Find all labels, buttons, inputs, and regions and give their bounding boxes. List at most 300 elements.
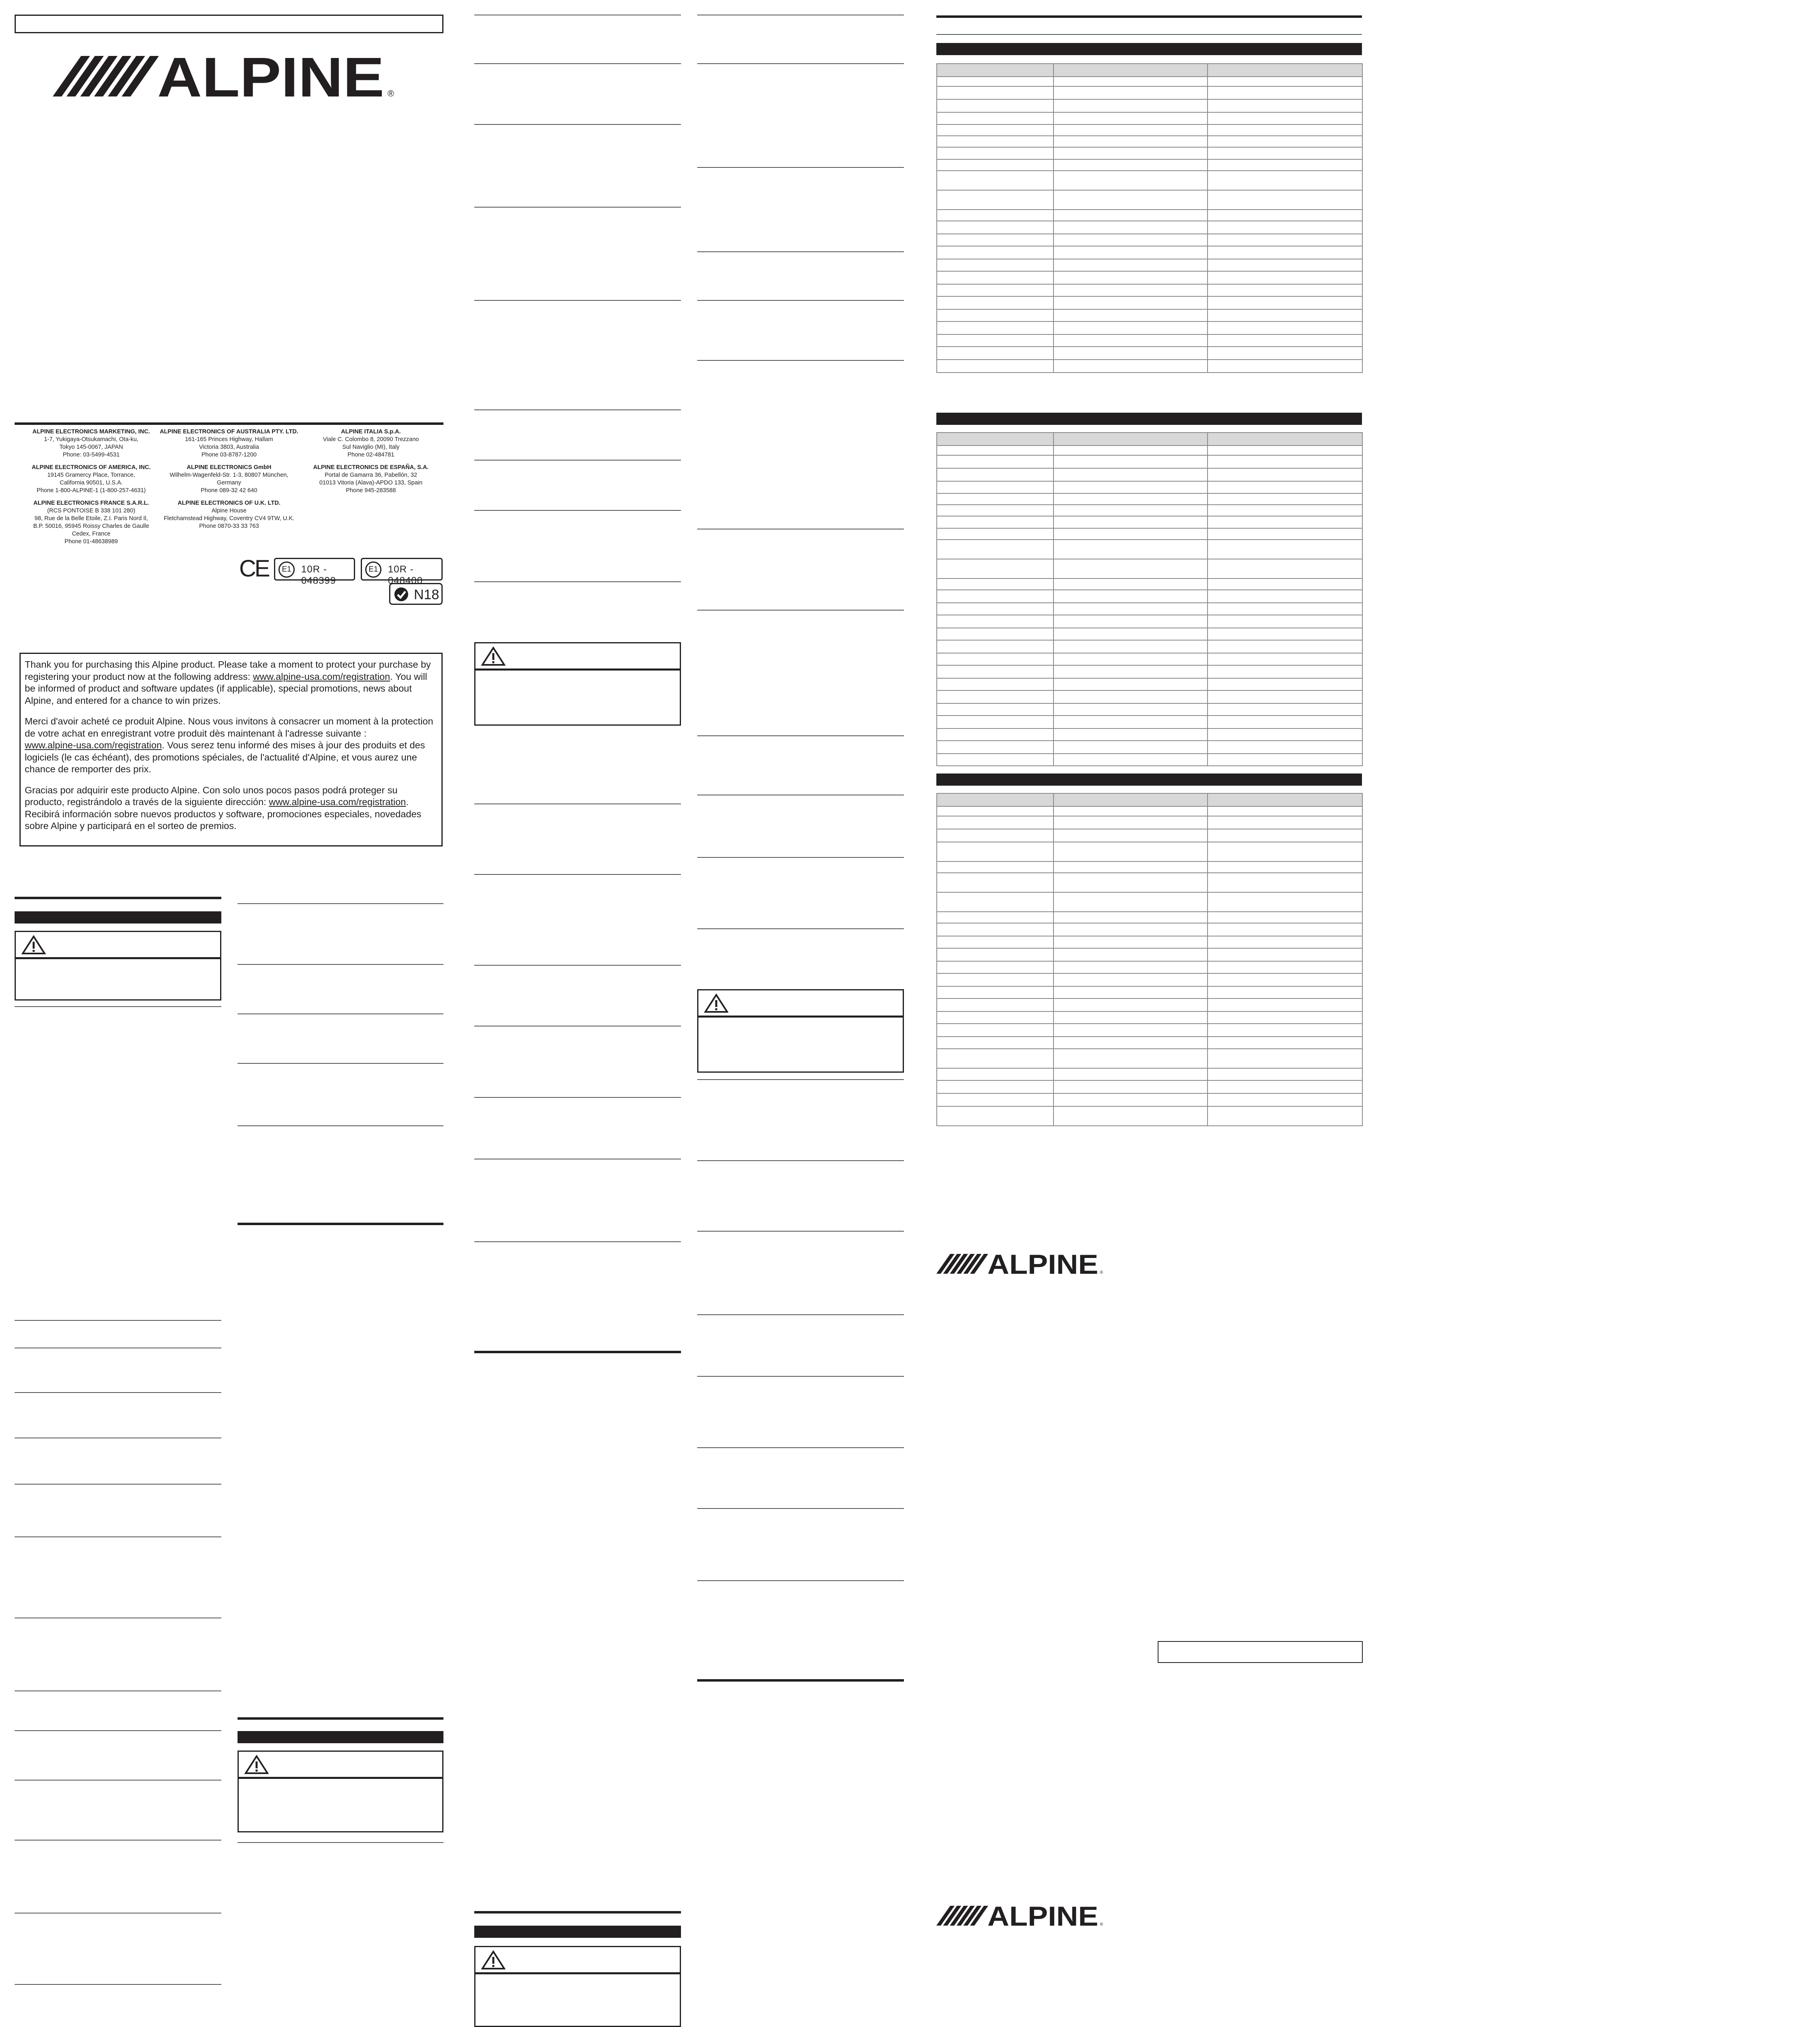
table-cell (1208, 284, 1362, 296)
table-cell (1208, 741, 1362, 754)
divider (697, 1314, 904, 1315)
table-cell (1208, 147, 1362, 159)
table-cell (1053, 628, 1208, 640)
section-rule (474, 1911, 681, 1913)
table-row (937, 590, 1362, 603)
address-lines: Viale C. Colombo 8, 20090 Trezzano Sul Naviglio (MI), Italy Phone 02-484781 (323, 436, 419, 458)
table-row (937, 86, 1362, 99)
table-cell (1053, 653, 1208, 665)
warning-triangle-icon (481, 1950, 505, 1970)
table-cell (1208, 729, 1362, 741)
address-block (158, 428, 300, 459)
table-cell (937, 528, 1053, 540)
table-cell (1208, 516, 1362, 528)
address-name: ALPINE ELECTRONICS GmbH (186, 464, 272, 471)
table-row (937, 446, 1362, 455)
table-cell (937, 754, 1053, 766)
table-cell (1208, 973, 1362, 986)
table-cell (937, 1049, 1053, 1068)
table-cell (937, 493, 1053, 505)
table-row (937, 334, 1362, 347)
registration-link[interactable]: www.alpine-usa.com/registration (253, 671, 390, 682)
table-cell (1208, 296, 1362, 309)
table-row (937, 1068, 1362, 1080)
divider (697, 610, 904, 611)
registration-link[interactable]: www.alpine-usa.com/registration (269, 797, 406, 807)
table-cell (1208, 892, 1362, 912)
divider (238, 1063, 443, 1064)
table-cell (1208, 754, 1362, 766)
table-row (937, 716, 1362, 729)
table-cell (937, 1080, 1053, 1093)
divider (697, 167, 904, 168)
table-cell (1053, 64, 1208, 77)
spec-table (936, 63, 1363, 373)
table-cell (1208, 124, 1362, 136)
section-rule (238, 1717, 443, 1720)
table-heading-bar (936, 413, 1362, 425)
table-row (937, 124, 1362, 136)
table-cell (1208, 234, 1362, 246)
divider (474, 874, 681, 875)
spec-table (936, 432, 1363, 766)
table-row (937, 615, 1362, 628)
divider (474, 300, 681, 301)
registration-link[interactable]: www.alpine-usa.com/registration (25, 740, 162, 750)
table-cell (1053, 1011, 1208, 1024)
table-cell (1208, 190, 1362, 210)
table-cell (1208, 986, 1362, 999)
table-cell (1208, 1068, 1362, 1080)
table-cell (1053, 754, 1208, 766)
table-cell (1208, 159, 1362, 171)
table-cell (1053, 321, 1208, 334)
table-row (937, 347, 1362, 360)
table-cell (937, 961, 1053, 973)
table-cell (937, 559, 1053, 579)
address-lines: 161-165 Princes Highway, Hallam Victoria 3803, Australia Phone 03-8787-1200 (185, 436, 273, 458)
table-cell (937, 816, 1053, 829)
divider (697, 1447, 904, 1448)
table-cell (937, 1024, 1053, 1037)
table-cell (1208, 806, 1362, 816)
table-cell (1053, 309, 1208, 321)
divider (15, 1320, 221, 1321)
section-rule (238, 1223, 443, 1225)
table-cell (1208, 603, 1362, 615)
table-cell (937, 221, 1053, 234)
table-cell (1053, 923, 1208, 936)
table-row (937, 961, 1362, 973)
divider (474, 965, 681, 966)
table-cell (1053, 1049, 1208, 1068)
rcm-mark (389, 583, 443, 605)
table-row (937, 816, 1362, 829)
registration-french: Merci d'avoir acheté ce produit Alpine. Nous vous invitons à consacrer un moment à la protection de votre achat en enregistrant votre produit dès maintenant à l'adresse suivante : www.alpine-usa.com/registration. Vous serez tenu informé des mises à jour des produits et des logiciels (le cas échéant), des promotions spéciales, de l'actualité d'Alpine, et vous aurez une chance de remporter des prix. (25, 716, 433, 774)
table-cell (1053, 171, 1208, 190)
table-row (937, 284, 1362, 296)
table-cell (1053, 455, 1208, 468)
table-cell (1208, 347, 1362, 360)
table-cell (937, 1011, 1053, 1024)
section-rule (474, 1351, 681, 1353)
table-cell (937, 334, 1053, 347)
table-row (937, 923, 1362, 936)
warning-header (16, 932, 220, 959)
section-heading-bar (15, 911, 221, 924)
warning-triangle-icon (704, 994, 728, 1013)
table-cell (1053, 665, 1208, 678)
table-row (937, 1011, 1362, 1024)
divider (697, 735, 904, 736)
table-cell (1053, 1068, 1208, 1080)
table-cell (937, 136, 1053, 147)
address-block (20, 428, 162, 459)
table-row (937, 540, 1362, 559)
table-cell (1053, 793, 1208, 806)
divider (238, 1842, 443, 1843)
table-cell (937, 321, 1053, 334)
table-cell (1053, 221, 1208, 234)
table-cell (937, 665, 1053, 678)
table-cell (1053, 615, 1208, 628)
table-row (937, 321, 1362, 334)
table-cell (1208, 271, 1362, 284)
table-row (937, 455, 1362, 468)
address-name: ALPINE ELECTRONICS OF AMERICA, INC. (32, 464, 151, 471)
warning-box (15, 931, 221, 1001)
table-row (937, 829, 1362, 842)
table-cell (1053, 579, 1208, 590)
address-block (20, 499, 162, 546)
warning-box (238, 1751, 443, 1832)
table-cell (1208, 793, 1362, 806)
table-row (937, 271, 1362, 284)
table-cell (937, 360, 1053, 373)
table-row (937, 842, 1362, 861)
table-cell (1208, 210, 1362, 221)
table-cell (1208, 468, 1362, 481)
divider (15, 1984, 221, 1985)
table-cell (1053, 86, 1208, 99)
table-cell (1208, 590, 1362, 603)
table-row (937, 793, 1362, 806)
warning-triangle-icon (244, 1755, 269, 1774)
table-cell (937, 159, 1053, 171)
e-mark-box-2 (361, 558, 443, 586)
table-row (937, 1037, 1362, 1049)
table-cell (937, 936, 1053, 948)
table-row (937, 259, 1362, 271)
logo-wordmark: ALPINE (987, 1902, 1098, 1928)
table-cell (1208, 1049, 1362, 1068)
table-cell (937, 284, 1053, 296)
table-cell (1053, 892, 1208, 912)
divider (697, 1376, 904, 1377)
table-cell (1053, 729, 1208, 741)
divider (697, 1508, 904, 1509)
table-cell (937, 615, 1053, 628)
address-top-rule (15, 422, 443, 425)
table-cell (1208, 528, 1362, 540)
address-lines: Alpine House Fletchamstead Highway, Coventry CV4 9TW, U.K. Phone 0870-33 33 763 (163, 508, 295, 529)
table-cell (937, 986, 1053, 999)
table-row (937, 806, 1362, 816)
table-cell (937, 540, 1053, 559)
table-cell (937, 309, 1053, 321)
divider (697, 857, 904, 858)
table-cell (1208, 481, 1362, 493)
table-row (937, 246, 1362, 259)
divider (697, 300, 904, 301)
divider (474, 63, 681, 64)
table-row (937, 481, 1362, 493)
table-cell (937, 347, 1053, 360)
table-cell (1208, 1011, 1362, 1024)
divider (697, 1231, 904, 1232)
table-cell (1053, 1024, 1208, 1037)
table-cell (1053, 296, 1208, 309)
rcm-code: N18 (414, 587, 439, 602)
table-cell (1208, 861, 1362, 873)
table-cell (937, 190, 1053, 210)
table-cell (1208, 999, 1362, 1011)
table-row (937, 973, 1362, 986)
table-row (937, 741, 1362, 754)
table-row (937, 1106, 1362, 1126)
table-cell (1208, 77, 1362, 86)
divider (238, 903, 443, 904)
table-row (937, 999, 1362, 1011)
table-row (937, 296, 1362, 309)
divider (15, 1392, 221, 1393)
table-cell (1053, 528, 1208, 540)
address-lines: (RCS PONTOISE B 338 101 280) 98, Rue de la Belle Etoile, Z.I. Paris Nord Il, B.P. 50016, 95945 Roissy Charles de Gaulle Cedex, France Phone 01-48638989 (33, 508, 149, 545)
table-cell (1208, 334, 1362, 347)
table-cell (1208, 112, 1362, 124)
table-cell (937, 112, 1053, 124)
approval-number: 10R - 048400 (388, 564, 423, 586)
section-heading-bar (474, 1926, 681, 1938)
table-cell (937, 99, 1053, 112)
table-cell (1208, 540, 1362, 559)
table-cell (1208, 1024, 1362, 1037)
divider (15, 1006, 221, 1007)
table-cell (1208, 653, 1362, 665)
address-block (300, 428, 442, 459)
table-cell (937, 505, 1053, 516)
table-cell (937, 741, 1053, 754)
table-cell (937, 678, 1053, 690)
table-cell (1053, 986, 1208, 999)
divider (474, 207, 681, 208)
table-row (937, 690, 1362, 703)
table-row (937, 936, 1362, 948)
table-cell (1053, 716, 1208, 729)
table-row (937, 309, 1362, 321)
approval-number: 10R - 048399 (301, 564, 336, 586)
table-row (937, 678, 1362, 690)
table-heading-bar (936, 774, 1362, 786)
table-row (937, 703, 1362, 716)
address-block (158, 464, 300, 495)
table-cell (937, 948, 1053, 961)
table-cell (1208, 716, 1362, 729)
table-cell (937, 147, 1053, 159)
table-cell (1208, 829, 1362, 842)
table-cell (937, 77, 1053, 86)
table-cell (937, 259, 1053, 271)
divider (15, 1730, 221, 1731)
table-cell (1208, 842, 1362, 861)
table-cell (1208, 446, 1362, 455)
table-cell (1208, 690, 1362, 703)
table-cell (1053, 540, 1208, 559)
table-cell (937, 468, 1053, 481)
table-cell (1053, 842, 1208, 861)
table-cell (1053, 741, 1208, 754)
table-row (937, 1093, 1362, 1106)
divider (697, 251, 904, 252)
table-row (937, 754, 1362, 766)
table-cell (1208, 309, 1362, 321)
table-cell (1053, 334, 1208, 347)
table-row (937, 147, 1362, 159)
table-cell (937, 973, 1053, 986)
table-cell (937, 210, 1053, 221)
address-name: ALPINE ELECTRONICS MARKETING, INC. (32, 429, 150, 435)
table-cell (937, 234, 1053, 246)
table-cell (1053, 690, 1208, 703)
table-row (937, 640, 1362, 653)
table-cell (937, 296, 1053, 309)
alpine-logo (53, 49, 401, 101)
table-cell (1208, 64, 1362, 77)
table-cell (1208, 171, 1362, 190)
table-cell (937, 829, 1053, 842)
address-name: ALPINE ELECTRONICS OF U.K. LTD. (178, 500, 280, 506)
table-cell (1053, 1093, 1208, 1106)
logo-wordmark: ALPINE (157, 49, 384, 101)
alpine-logo (936, 1250, 1107, 1276)
table-row (937, 653, 1362, 665)
table-cell (937, 246, 1053, 259)
table-row (937, 210, 1362, 221)
table-cell (1208, 433, 1362, 446)
table-cell (937, 516, 1053, 528)
table-cell (1208, 246, 1362, 259)
table-row (937, 159, 1362, 171)
table-cell (1053, 99, 1208, 112)
table-row (937, 1049, 1362, 1068)
table-cell (1053, 1106, 1208, 1126)
table-row (937, 579, 1362, 590)
table-cell (1208, 321, 1362, 334)
table-cell (937, 873, 1053, 892)
section-rule (936, 15, 1362, 18)
warning-header (475, 1947, 680, 1974)
table-cell (1208, 936, 1362, 948)
table-cell (1208, 1093, 1362, 1106)
address-block (158, 499, 300, 530)
warning-box (474, 642, 681, 726)
table-cell (937, 628, 1053, 640)
table-cell (1208, 615, 1362, 628)
registration-spanish: Gracias por adquirir este producto Alpine. Con solo unos pocos pasos podrá proteger su producto, registrándolo a través de la siguiente dirección: www.alpine-usa.com/registration. Recibirá información sobre nuevos productos y software, promociones especiales, novedades sobre Alpine y participará en el sorteo de premios. (25, 784, 422, 831)
warning-box (697, 989, 904, 1073)
table-row (937, 64, 1362, 77)
table-cell (1053, 481, 1208, 493)
table-cell (1208, 948, 1362, 961)
table-cell (937, 729, 1053, 741)
table-cell (1053, 210, 1208, 221)
table-cell (1208, 1106, 1362, 1126)
table-cell (937, 271, 1053, 284)
warning-header (239, 1752, 442, 1779)
section-rule (697, 1679, 904, 1682)
table-cell (1053, 703, 1208, 716)
svg-text:®: ® (388, 88, 394, 99)
divider (15, 1840, 221, 1841)
divider (474, 510, 681, 511)
table-cell (1053, 159, 1208, 171)
table-row (937, 528, 1362, 540)
svg-text:®: ® (1100, 1922, 1103, 1927)
table-row (937, 136, 1362, 147)
table-cell (937, 1068, 1053, 1080)
table-cell (1053, 861, 1208, 873)
table-cell (937, 433, 1053, 446)
registration-english: Thank you for purchasing this Alpine product. Please take a moment to protect your purchase by registering your product now at the following address: www.alpine-usa.com/registration. You will be informed of product and software updates (if applicable), special promotions, news about Alpine, and entered for a chance to win prizes. (25, 659, 431, 706)
table-cell (937, 912, 1053, 923)
table-cell (1053, 136, 1208, 147)
table-cell (937, 1037, 1053, 1049)
table-cell (937, 446, 1053, 455)
table-row (937, 873, 1362, 892)
address-block (300, 464, 442, 495)
table-row (937, 516, 1362, 528)
table-cell (1053, 806, 1208, 816)
e-mark-icon: E1 (278, 561, 295, 578)
svg-text:®: ® (1100, 1270, 1103, 1275)
table-cell (1208, 1037, 1362, 1049)
table-cell (1208, 360, 1362, 373)
table-cell (1208, 86, 1362, 99)
alpine-logo (936, 1902, 1107, 1928)
table-cell (1053, 246, 1208, 259)
table-cell (1208, 873, 1362, 892)
table-cell (937, 690, 1053, 703)
divider (474, 581, 681, 582)
table-cell (1208, 912, 1362, 923)
table-cell (937, 1093, 1053, 1106)
table-cell (1208, 221, 1362, 234)
table-cell (1053, 284, 1208, 296)
address-name: ALPINE ELECTRONICS OF AUSTRALIA PTY. LTD. (160, 429, 298, 435)
registration-notice (19, 653, 443, 846)
table-row (937, 665, 1362, 678)
top-label-box (15, 15, 443, 33)
divider (697, 360, 904, 361)
table-cell (1053, 516, 1208, 528)
table-cell (1208, 559, 1362, 579)
table-row (937, 628, 1362, 640)
divider (474, 124, 681, 125)
table-cell (1053, 590, 1208, 603)
table-cell (1208, 493, 1362, 505)
table-row (937, 1024, 1362, 1037)
divider (474, 409, 681, 410)
